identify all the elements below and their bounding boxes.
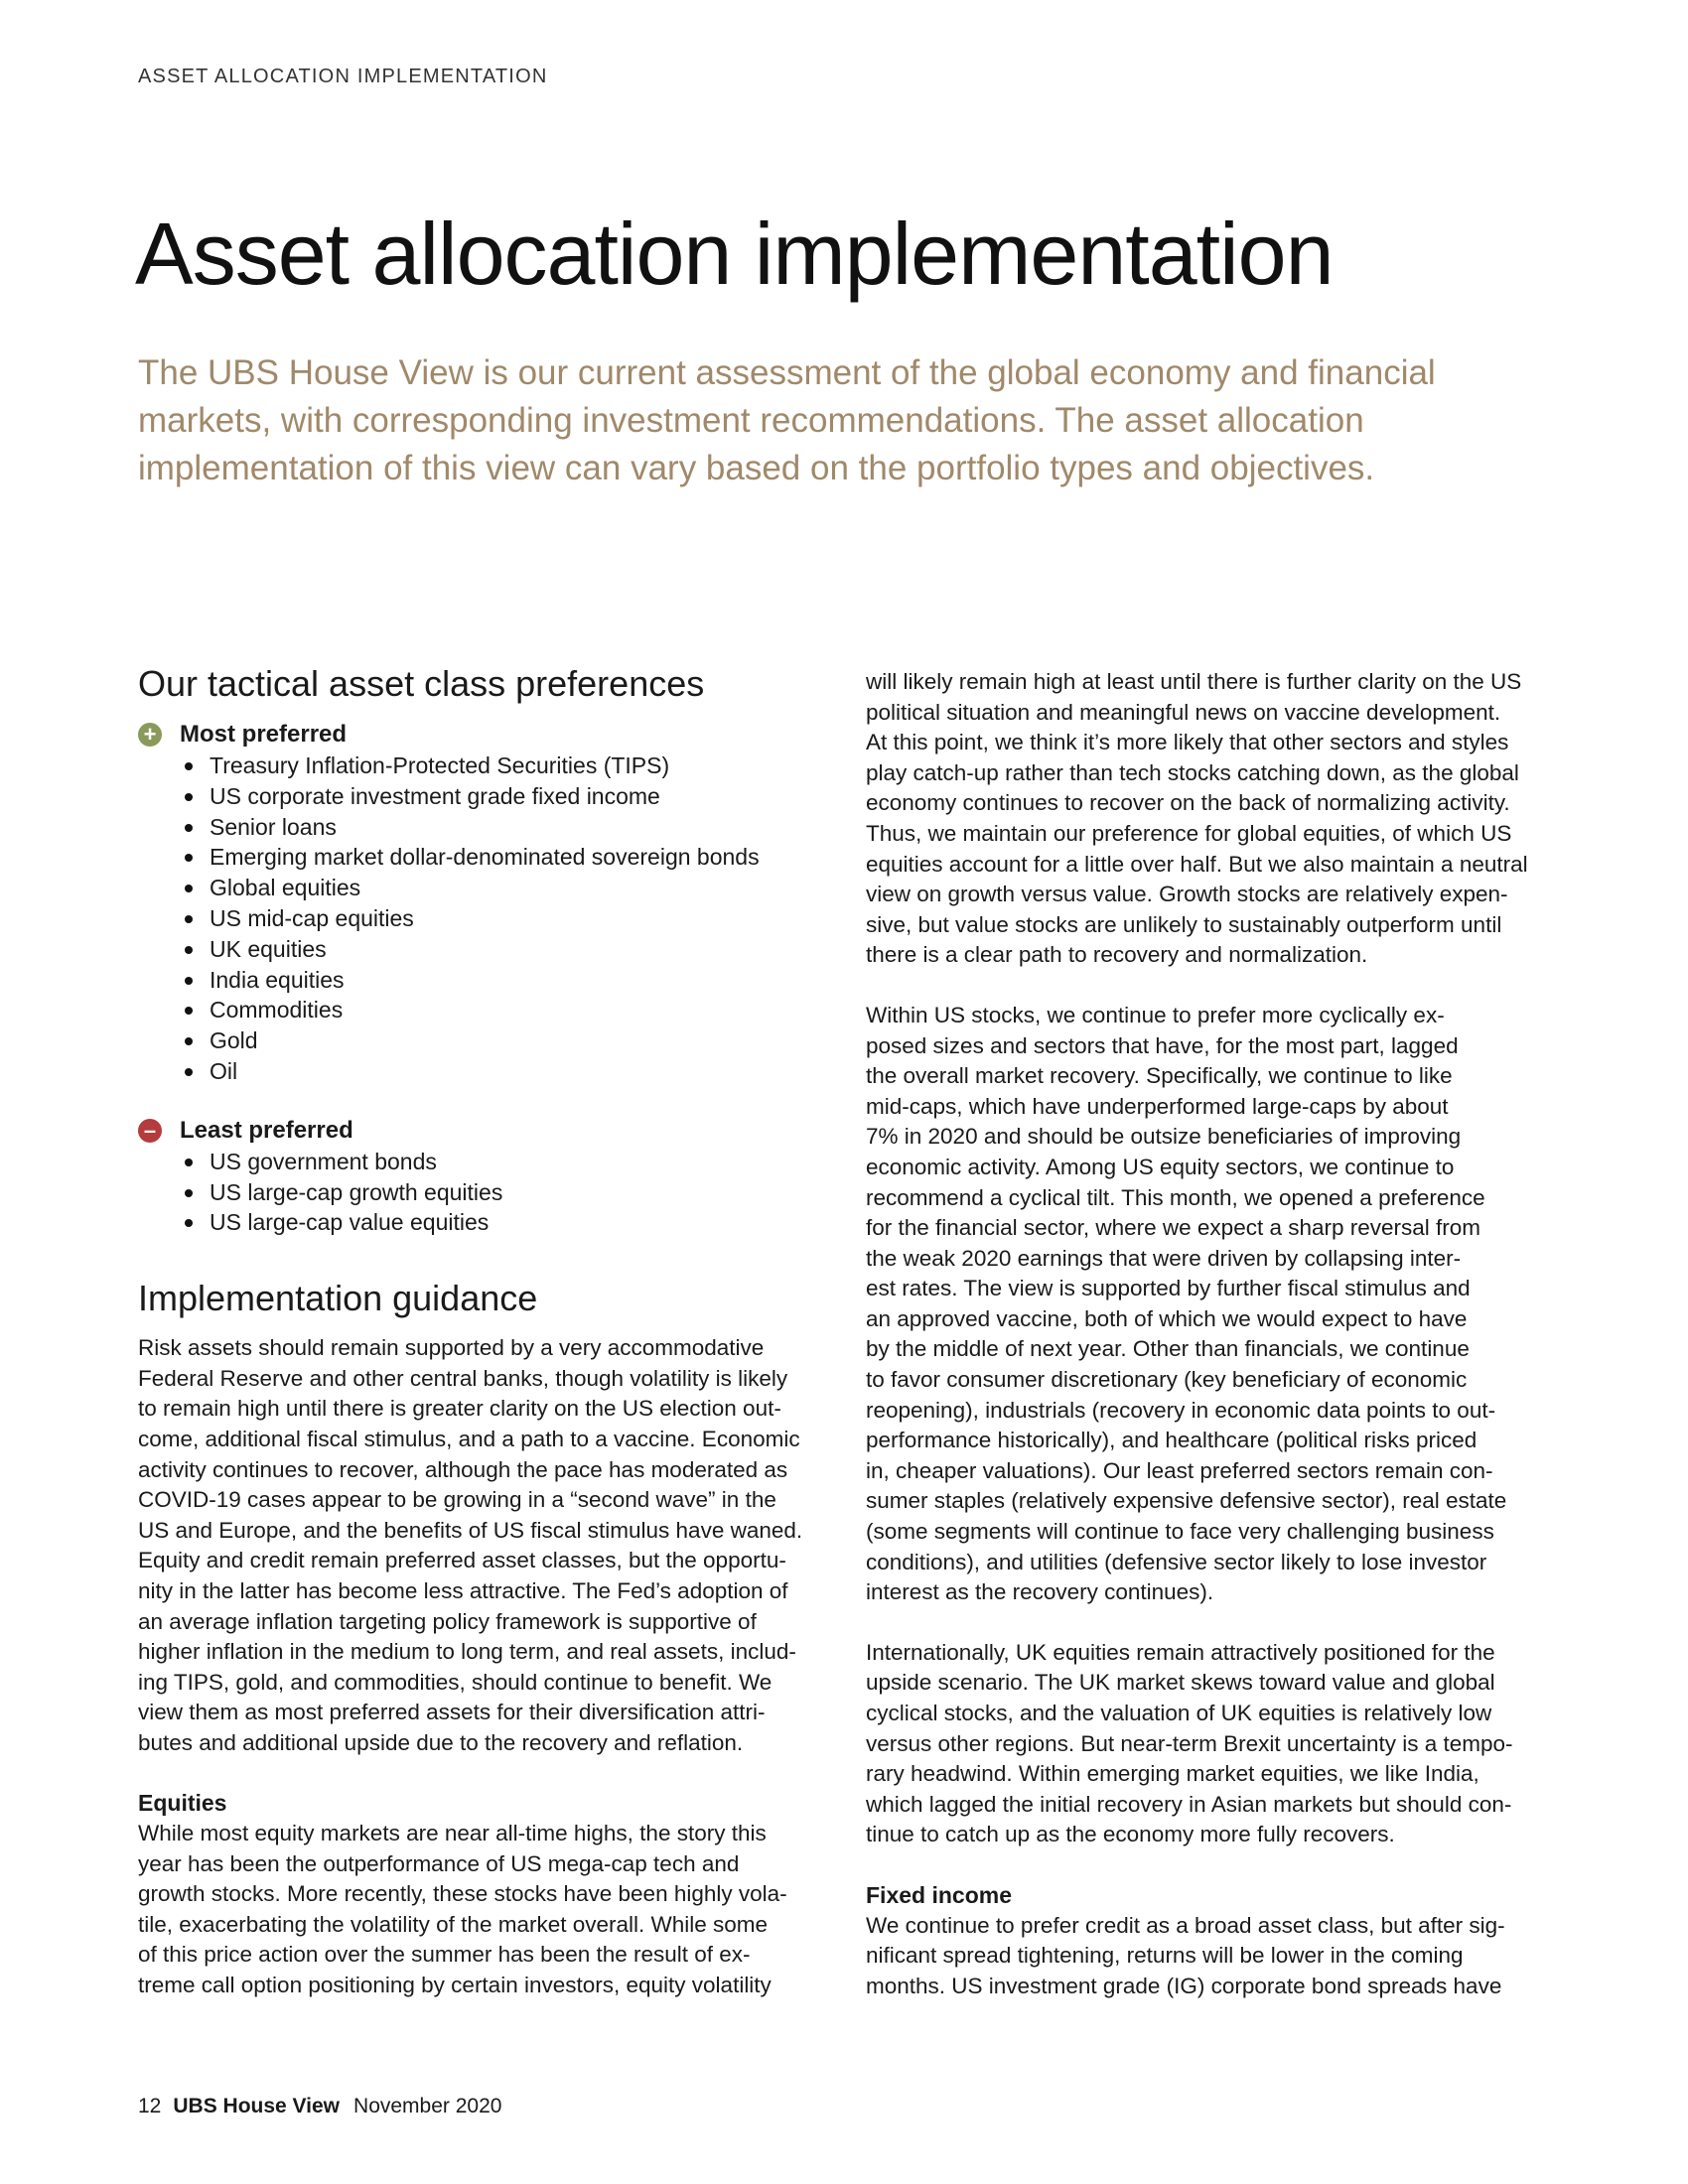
right-column: [866, 667, 1561, 2001]
us-stocks-paragraph: Within US stocks, we continue to prefer more cyclically ex- posed sizes and sectors that have, for the most part, lagged the overall market recovery. Specifically, we continue to like mid-caps, which have underperformed large-caps by about 7% in 2020 and should be outsize beneficiaries of improving economic activity. Among US equity sectors, we continue to recommend a cyclical tilt. This month, we opened a preference for the financial sector, where we expect a sharp reversal from the weak 2020 earnings that were driven by collapsing inter- est rates. The view is supported by further fiscal stimulus and an approved vaccine, both of which we would expect to have by the middle of next year. Other than financials, we continue to favor consumer discretionary (key beneficiary of economic reopening), industrials (recovery in economic data points to out- performance historically), and healthcare (political risks priced in, cheaper valuations). Our least preferred sectors remain con- sumer staples (relatively expensive defensive sector), real estate (some segments will continue to face very challenging business conditions), and utilities (defensive sector likely to lose investor interest as the recovery continues).: [866, 1002, 1507, 1605]
list-item: US large-cap value equities: [138, 1207, 833, 1238]
least-preferred-label: Least preferred: [180, 1116, 353, 1144]
list-item: Senior loans: [138, 812, 833, 843]
list-item: US mid-cap equities: [138, 903, 833, 934]
fixed-income-paragraph: We continue to prefer credit as a broad asset class, but after sig- nificant spread tightening, returns will be lower in the coming months. US investment grade (IG) corporate bond spreads have: [866, 1912, 1505, 1998]
list-item: India equities: [138, 965, 833, 996]
list-item: US large-cap growth equities: [138, 1177, 833, 1208]
most-preferred-heading: [138, 719, 833, 751]
equities-heading: Equities: [138, 1790, 227, 1817]
preferences-heading: Our tactical asset class preferences: [138, 663, 705, 704]
plus-circle-icon: +: [138, 723, 162, 747]
equities-paragraph-continued: will likely remain high at least until there is further clarity on the US political situation and meaningful news on vaccine development. At this point, we think it’s more likely that other sectors and styles play catch-up rather than tech stocks catching down, as the global economy continues to recover on the back of normalizing activity. Thus, we maintain our preference for global equities, of which US equities account for a little over half. But we also maintain a neutral view on growth versus value. Growth stocks are relatively expen- sive, but value stocks are unlikely to sustainably outperform until there is a clear path to recovery and normalization.: [866, 669, 1528, 968]
list-item: Gold: [138, 1025, 833, 1056]
least-preferred-list: [138, 1147, 833, 1238]
guidance-paragraph: Risk assets should remain supported by a very accommodative Federal Reserve and other central banks, though volatility is likely to remain high until there is greater clarity on the US election out- come, additional fiscal stimulus, and a path to a vaccine. Economic activity continues to recover, although the pace has moderated as COVID-19 cases appear to be growing in a “second wave” in the US and Europe, and the benefits of US fiscal stimulus have waned. Equity and credit remain preferred asset classes, but the opportu- nity in the latter has become less attractive. The Fed’s adoption of an average inflation targeting policy framework is supportive of higher inflation in the medium to long term, and real assets, includ- ing TIPS, gold, and commodities, should continue to benefit. We view them as most preferred assets for their diversification attri- butes and additional upside due to the recovery and reflation.: [138, 1335, 803, 1755]
running-header: ASSET ALLOCATION IMPLEMENTATION: [138, 66, 548, 87]
page-footer: [138, 2095, 501, 2118]
international-paragraph: Internationally, UK equities remain attractively positioned for the upside scenario. The UK market skews toward value and global cyclical stocks, and the valuation of UK equities is relatively low versus other regions. But near-term Brexit uncertainty is a tempo- rary headwind. Within emerging market equities, we like India, which lagged the initial recovery in Asian markets but should con- tinue to catch up as the economy more fully recovers.: [866, 1639, 1513, 1847]
list-item: Commodities: [138, 995, 833, 1025]
minus-circle-icon: –: [138, 1119, 162, 1143]
publication-date: November 2020: [353, 2095, 502, 2117]
equities-paragraph: While most equity markets are near all-time highs, the story this year has been the outperformance of US mega-cap tech and growth stocks. More recently, these stocks have been highly vola- tile, exacerbating the volatility of the market overall. While some of this price action over the summer has been the result of ex- treme call option positioning by certain investors, equity volatility: [138, 1821, 787, 1998]
page-number: 12: [138, 2095, 162, 2117]
publication-name: UBS House View: [173, 2095, 341, 2117]
intro-paragraph: The UBS House View is our current assessment of the global economy and financial markets, with corresponding investment recommendations. The asset allocation implementation of this view can vary based on the portfolio types and objectives.: [138, 353, 1436, 487]
most-preferred-label: Most preferred: [180, 721, 348, 748]
list-item: Oil: [138, 1056, 833, 1087]
guidance-heading: Implementation guidance: [138, 1278, 538, 1319]
least-preferred-heading: [138, 1115, 833, 1147]
list-item: US government bonds: [138, 1147, 833, 1177]
list-item: Global equities: [138, 873, 833, 903]
most-preferred-list: [138, 751, 833, 1087]
left-column: [138, 663, 833, 2001]
page-title: Asset allocation implementation: [135, 205, 1334, 303]
list-item: Emerging market dollar-denominated sovereign bonds: [138, 842, 833, 873]
list-item: Treasury Inflation-Protected Securities (TIPS): [138, 751, 833, 781]
list-item: UK equities: [138, 934, 833, 965]
list-item: US corporate investment grade fixed income: [138, 781, 833, 812]
fixed-income-heading: Fixed income: [866, 1881, 1012, 1908]
